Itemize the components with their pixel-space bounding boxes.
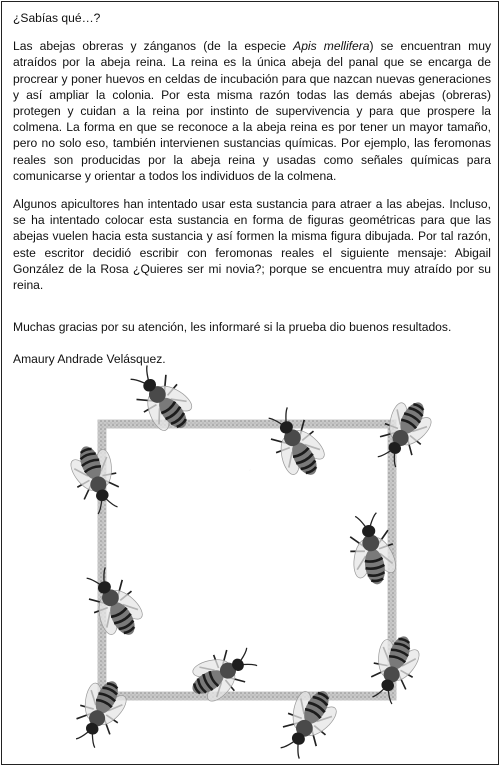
intro-heading: ¿Sabías qué…? bbox=[13, 11, 101, 25]
letter-text bbox=[13, 10, 491, 368]
signature: Amaury Andrade Velásquez. bbox=[13, 352, 166, 367]
thanks-line: Muchas gracias por su atención, les informaré si la prueba dio buenos resultados. bbox=[13, 320, 452, 335]
bee bbox=[366, 391, 440, 473]
bee bbox=[75, 560, 153, 646]
bee bbox=[257, 400, 335, 486]
paragraph-1-rest: ) se encuentran muy atraídos por la abeja reina. La reina es la única abeja del panal que se encarga de procrear y poner huevos en celdas de incubación para que nazcan nuevas generaciones y así ampliar la colonia. Por esta misma razón todas las demás abejas (obreras) protegen y cuidan a la reina por instinto de supervivencia y para que prospere la colmena. La forma en que se reconoce a la abeja reina es por tener un mayor tamaño, pero no solo eso, también intervienen sustancias químicas. Por ejemplo, las feromonas reales son producidas por la abeja reina y usadas como señales químicas para comunicarse y orientar a todos los individuos de la colmena. bbox=[13, 39, 491, 183]
bee bbox=[120, 360, 203, 443]
bee-square-illustration bbox=[60, 360, 440, 760]
bee bbox=[62, 439, 130, 519]
paragraph-1 bbox=[13, 38, 491, 184]
species-name: Apis mellifera bbox=[293, 39, 370, 54]
pheromone-square bbox=[102, 424, 392, 696]
paragraph-2: Algunos apicultores han intentado usar esta sustancia para atraer a las abejas. Incluso, se ha intentado colocar esta sustancia en forma de figuras geométricas para que las abejas vuelen hacia esta sustancia y así formen la misma figura dibujada. Por tal razón, este escritor decidió escribir con feromonas reales el siguiente mensaje: Abigail González de la Rosa ¿Quieres ser mi novia?; porque se encuentra muy atraído por su reina. bbox=[13, 197, 491, 293]
bee bbox=[250, 470, 251, 471]
paragraph-1-start: Las abejas obreras y zánganos (de la especie bbox=[13, 39, 294, 54]
